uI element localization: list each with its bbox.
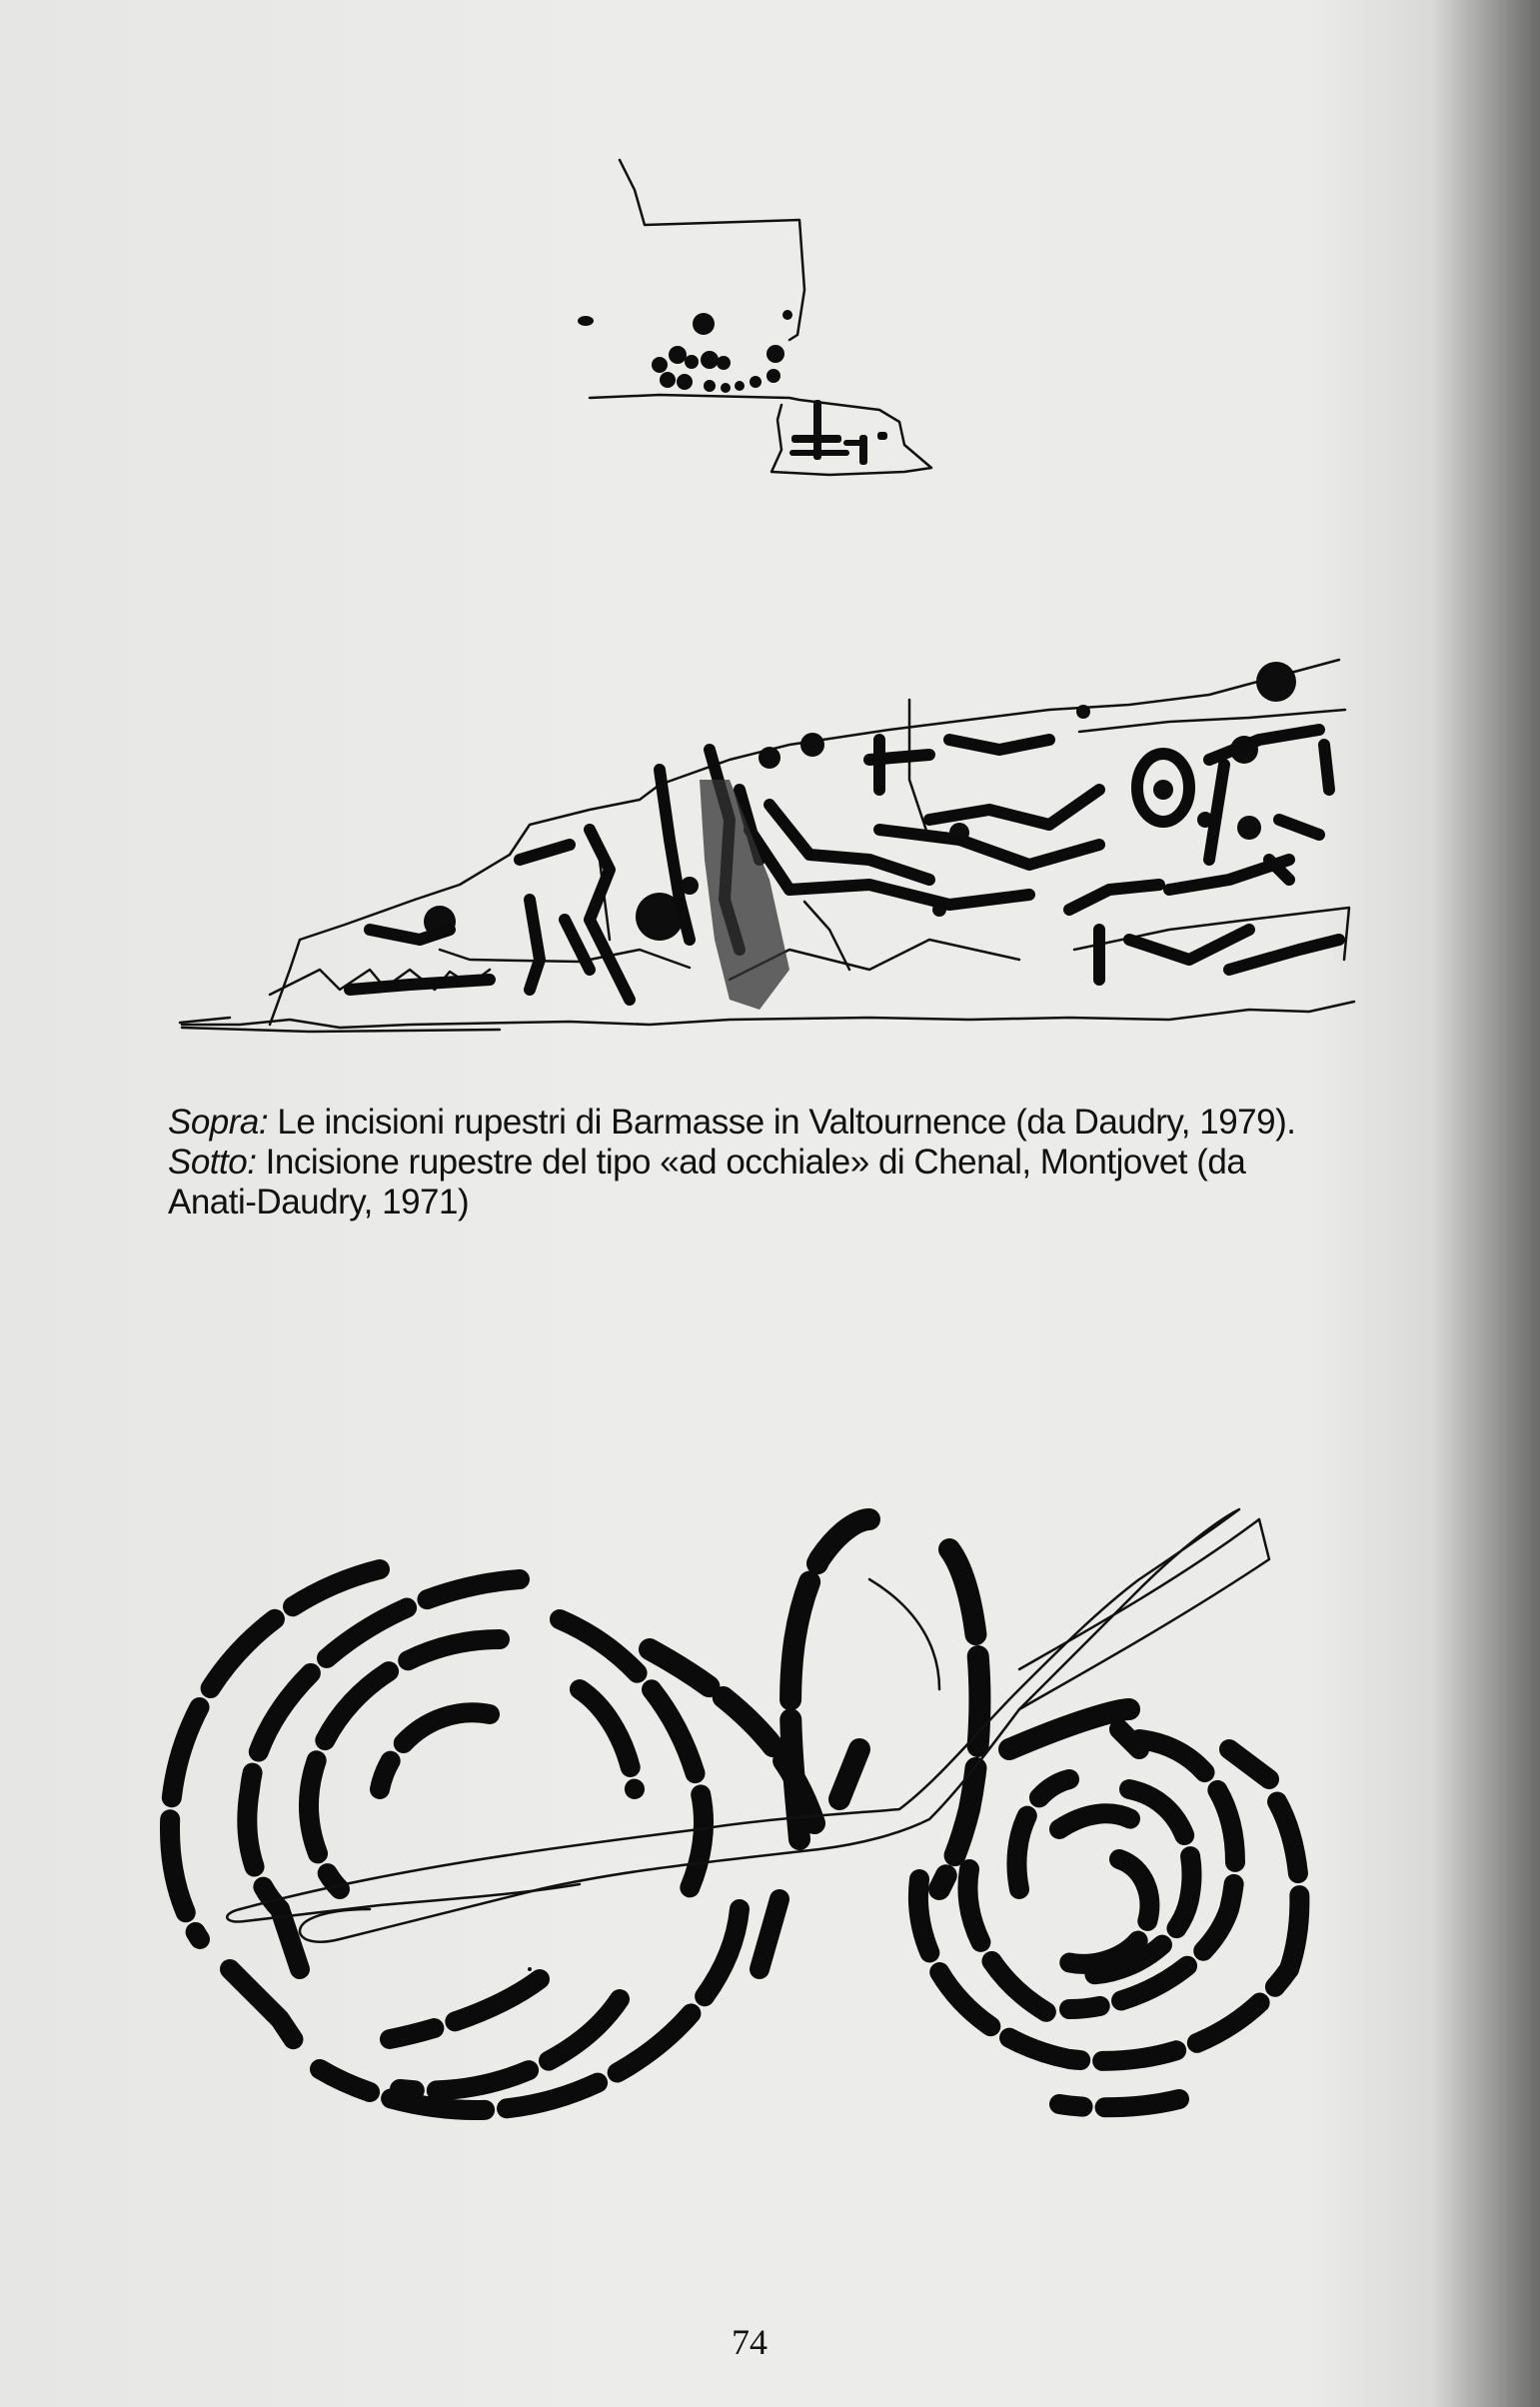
- caption-label-sopra: Sopra:: [168, 1103, 269, 1142]
- caption-text-sopra: Le incisioni rupestri di Barmasse in Valtournence (da Daudry, 1979).: [268, 1103, 1296, 1142]
- caption-text-sotto: Incisione rupestre del tipo «ad occhiale» di Chenal, Montjovet (da: [256, 1143, 1246, 1182]
- figure-caption: [168, 1103, 1367, 1222]
- caption-line-2: [168, 1143, 1367, 1183]
- page-number: 74: [732, 2322, 768, 2362]
- rock-engraving-barmasse-lower: [170, 640, 1359, 1060]
- rock-engraving-ad-occhiale: [140, 1309, 1359, 2189]
- caption-label-sotto: Sotto:: [168, 1143, 257, 1182]
- caption-line-3: Anati-Daudry, 1971): [168, 1183, 470, 1221]
- caption-line-1: [168, 1103, 1367, 1143]
- rock-engraving-barmasse-upper: [560, 150, 999, 510]
